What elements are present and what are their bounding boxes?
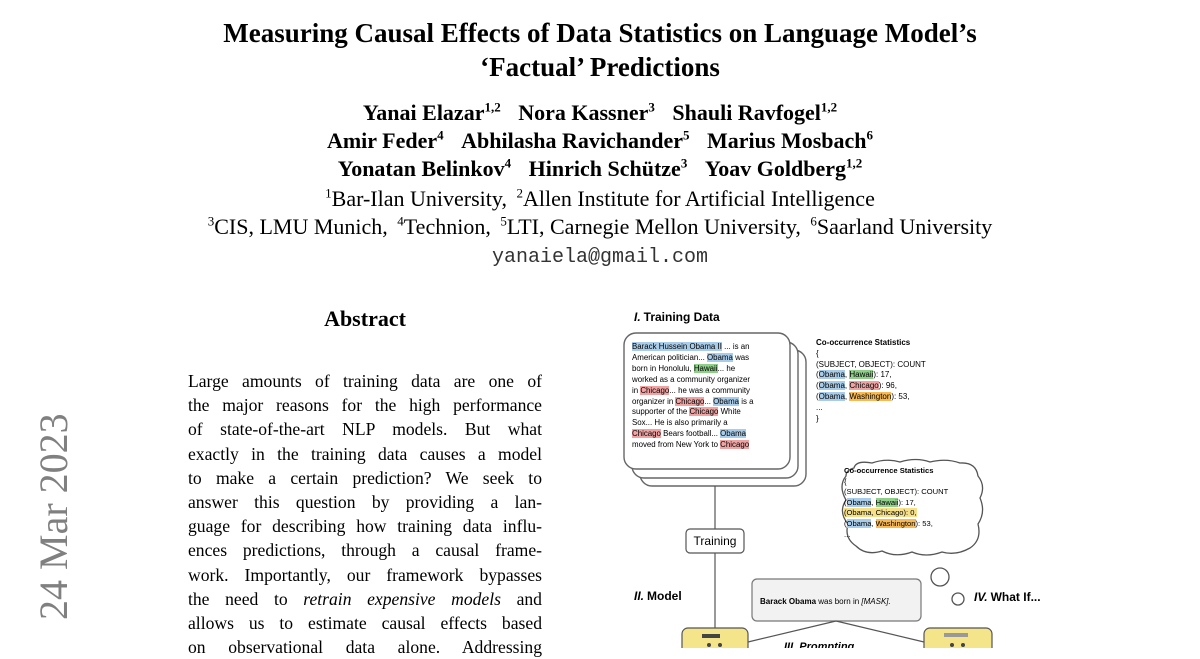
document-line: worked as a community organizer [632, 374, 750, 384]
thought-bubble-large [931, 568, 949, 586]
highlight-r: Chicago [640, 385, 670, 395]
figure-section-2-label: II. Model [634, 589, 682, 603]
training-label: Training [693, 534, 737, 548]
affiliation: $^5$LTI, Carnegie Mellon University, [500, 213, 801, 239]
highlight-b: Obama [846, 497, 872, 507]
highlight-o: Washington [849, 391, 892, 401]
document-line: moved from New York to Chicago [632, 440, 750, 450]
overview-figure [620, 300, 1040, 648]
document-line: Chicago Bears football... Obama [632, 429, 747, 439]
cloud-row: (Obama, Washington): 53, [844, 518, 933, 528]
document-line: supporter of the Chicago White [632, 407, 741, 417]
author: Yonatan Belinkov$^4$ [337, 155, 512, 181]
cooc-header: (SUBJECT, OBJECT): COUNT [816, 359, 926, 369]
author: Abhilasha Ravichander$^5$ [461, 127, 690, 153]
highlight-o: Washington [875, 518, 916, 528]
affiliation: $^3$CIS, LMU Munich, [207, 213, 388, 239]
paper-title-line-1: Measuring Causal Effects of Data Statistics on Language Model’s [223, 18, 977, 48]
highlight-b: Barack Hussein Obama II [632, 342, 722, 351]
abstract-line: to make a certain prediction? We seek to [188, 467, 542, 488]
document-line: in Chicago... he was a community [632, 385, 750, 395]
cooc-row: (Obama, Hawaii): 17, [816, 370, 892, 380]
cloud-ellipsis: ... [844, 529, 851, 539]
cooc-row: (Obama, Chicago): 96, [816, 381, 897, 391]
highlight-r: Chicago [849, 381, 879, 391]
affiliation: $^2$Allen Institute for Artificial Intelligence [516, 185, 875, 211]
cloud-title: Co-occurrence Statistics [844, 466, 934, 475]
thought-bubble-small [952, 593, 964, 605]
abstract-line: ences predictions, through a causal frame- [188, 540, 542, 561]
arxiv-date-stamp: 24 Mar 2023 [31, 413, 76, 620]
cloud-row [844, 508, 984, 519]
paper-title-line-2: ‘Factual’ Predictions [480, 52, 720, 82]
cloud-brace-open: { [844, 476, 847, 486]
affiliation: $^4$Technion, [397, 213, 491, 239]
author-line-3 [0, 156, 1200, 182]
author: Yanai Elazar$^{1,2}$ [362, 99, 501, 125]
highlight-g: Hawaii [875, 497, 899, 507]
cooc-stats-box [816, 338, 996, 438]
abstract-line: exactly in the training data causes a model [188, 443, 542, 464]
abstract-heading: Abstract [324, 306, 406, 331]
highlight-b: Obama [818, 370, 845, 380]
document-text-box [632, 342, 786, 462]
affiliation-line-2 [0, 214, 1200, 240]
document-line: Barack Hussein Obama II ... is an [632, 342, 750, 351]
cooc-title: Co-occurrence Statistics [816, 338, 911, 347]
figure-section-4-label: IV. What If... [974, 590, 1040, 604]
author-line-2 [0, 128, 1200, 154]
affiliation: $^6$Saarland University [810, 213, 993, 239]
author: Amir Feder$^4$ [326, 127, 444, 153]
highlight-r: Chicago [689, 407, 719, 417]
affiliation-line-1 [0, 186, 1200, 212]
whatif-model-robot-icon [924, 628, 992, 648]
abstract-line: on observational data alone. Addressing [188, 637, 542, 658]
highlight-y: (Obama, Chicago): 0, [844, 508, 917, 518]
cloud-row: (Obama, Hawaii): 17, [844, 497, 916, 507]
highlight-b: Obama [818, 381, 845, 391]
cooc-brace-open: { [816, 348, 819, 358]
arrow-prompt-to-model [748, 621, 836, 642]
abstract-line: answer this question by providing a lan- [188, 491, 542, 512]
author: Yoav Goldberg$^{1,2}$ [704, 155, 863, 181]
document-line: Sox... He is also primarily a [632, 418, 728, 428]
author: Nora Kassner$^3$ [518, 99, 655, 125]
highlight-r: Chicago [720, 440, 750, 450]
highlight-b: Obama [707, 352, 733, 362]
prompt-text: Barack Obama was born in [MASK]. [760, 597, 891, 606]
highlight-r: Chicago [675, 396, 705, 406]
abstract-line: the need to retrain expensive models and [188, 588, 542, 609]
highlight-g: Hawaii [849, 370, 874, 380]
cooc-ellipsis: ... [816, 402, 823, 412]
highlight-b: Obama [818, 391, 845, 401]
author: Marius Mosbach$^6$ [707, 127, 874, 153]
cloud-header: (SUBJECT, OBJECT): COUNT [844, 487, 949, 497]
figure-section-3-label: III. Prompting [784, 641, 855, 648]
arrow-prompt-to-whatif-model [836, 621, 924, 642]
affiliation: $^1$Bar-Ilan University, [325, 185, 507, 211]
author-line-1 [0, 100, 1200, 126]
cloud-stats-box [844, 466, 984, 550]
cooc-brace-close: } [816, 413, 819, 423]
document-line: American politician... Obama was [632, 352, 750, 362]
highlight-b: Obama [713, 396, 740, 406]
abstract-line: of state-of-the-art NLP models. But what [188, 419, 542, 440]
highlight-b: Obama [720, 429, 747, 439]
abstract-line: guage for describing how training data influ- [188, 516, 542, 537]
abstract-line: the major reasons for the high performance [188, 395, 542, 416]
document-line: born in Honolulu, Hawaii... he [632, 363, 736, 373]
author: Shauli Ravfogel$^{1,2}$ [672, 99, 838, 125]
model-robot-icon [682, 628, 748, 648]
abstract-line: work. Importantly, our framework bypasses [188, 564, 542, 585]
highlight-b: Obama [846, 518, 872, 528]
abstract-body [188, 369, 542, 659]
document-line: organizer in Chicago... Obama is a [632, 396, 754, 406]
highlight-g: Hawaii [693, 363, 718, 373]
author: Hinrich Schütze$^3$ [528, 155, 688, 181]
contact-email[interactable]: yanaiela@gmail.com [491, 246, 709, 269]
abstract-line: Large amounts of training data are one of [188, 371, 542, 391]
figure-section-1-label: I. Training Data [634, 310, 720, 324]
highlight-r: Chicago [632, 429, 661, 439]
abstract-line: allows us to estimate causal effects based [188, 612, 542, 633]
cooc-row: (Obama, Washington): 53, [816, 391, 910, 401]
